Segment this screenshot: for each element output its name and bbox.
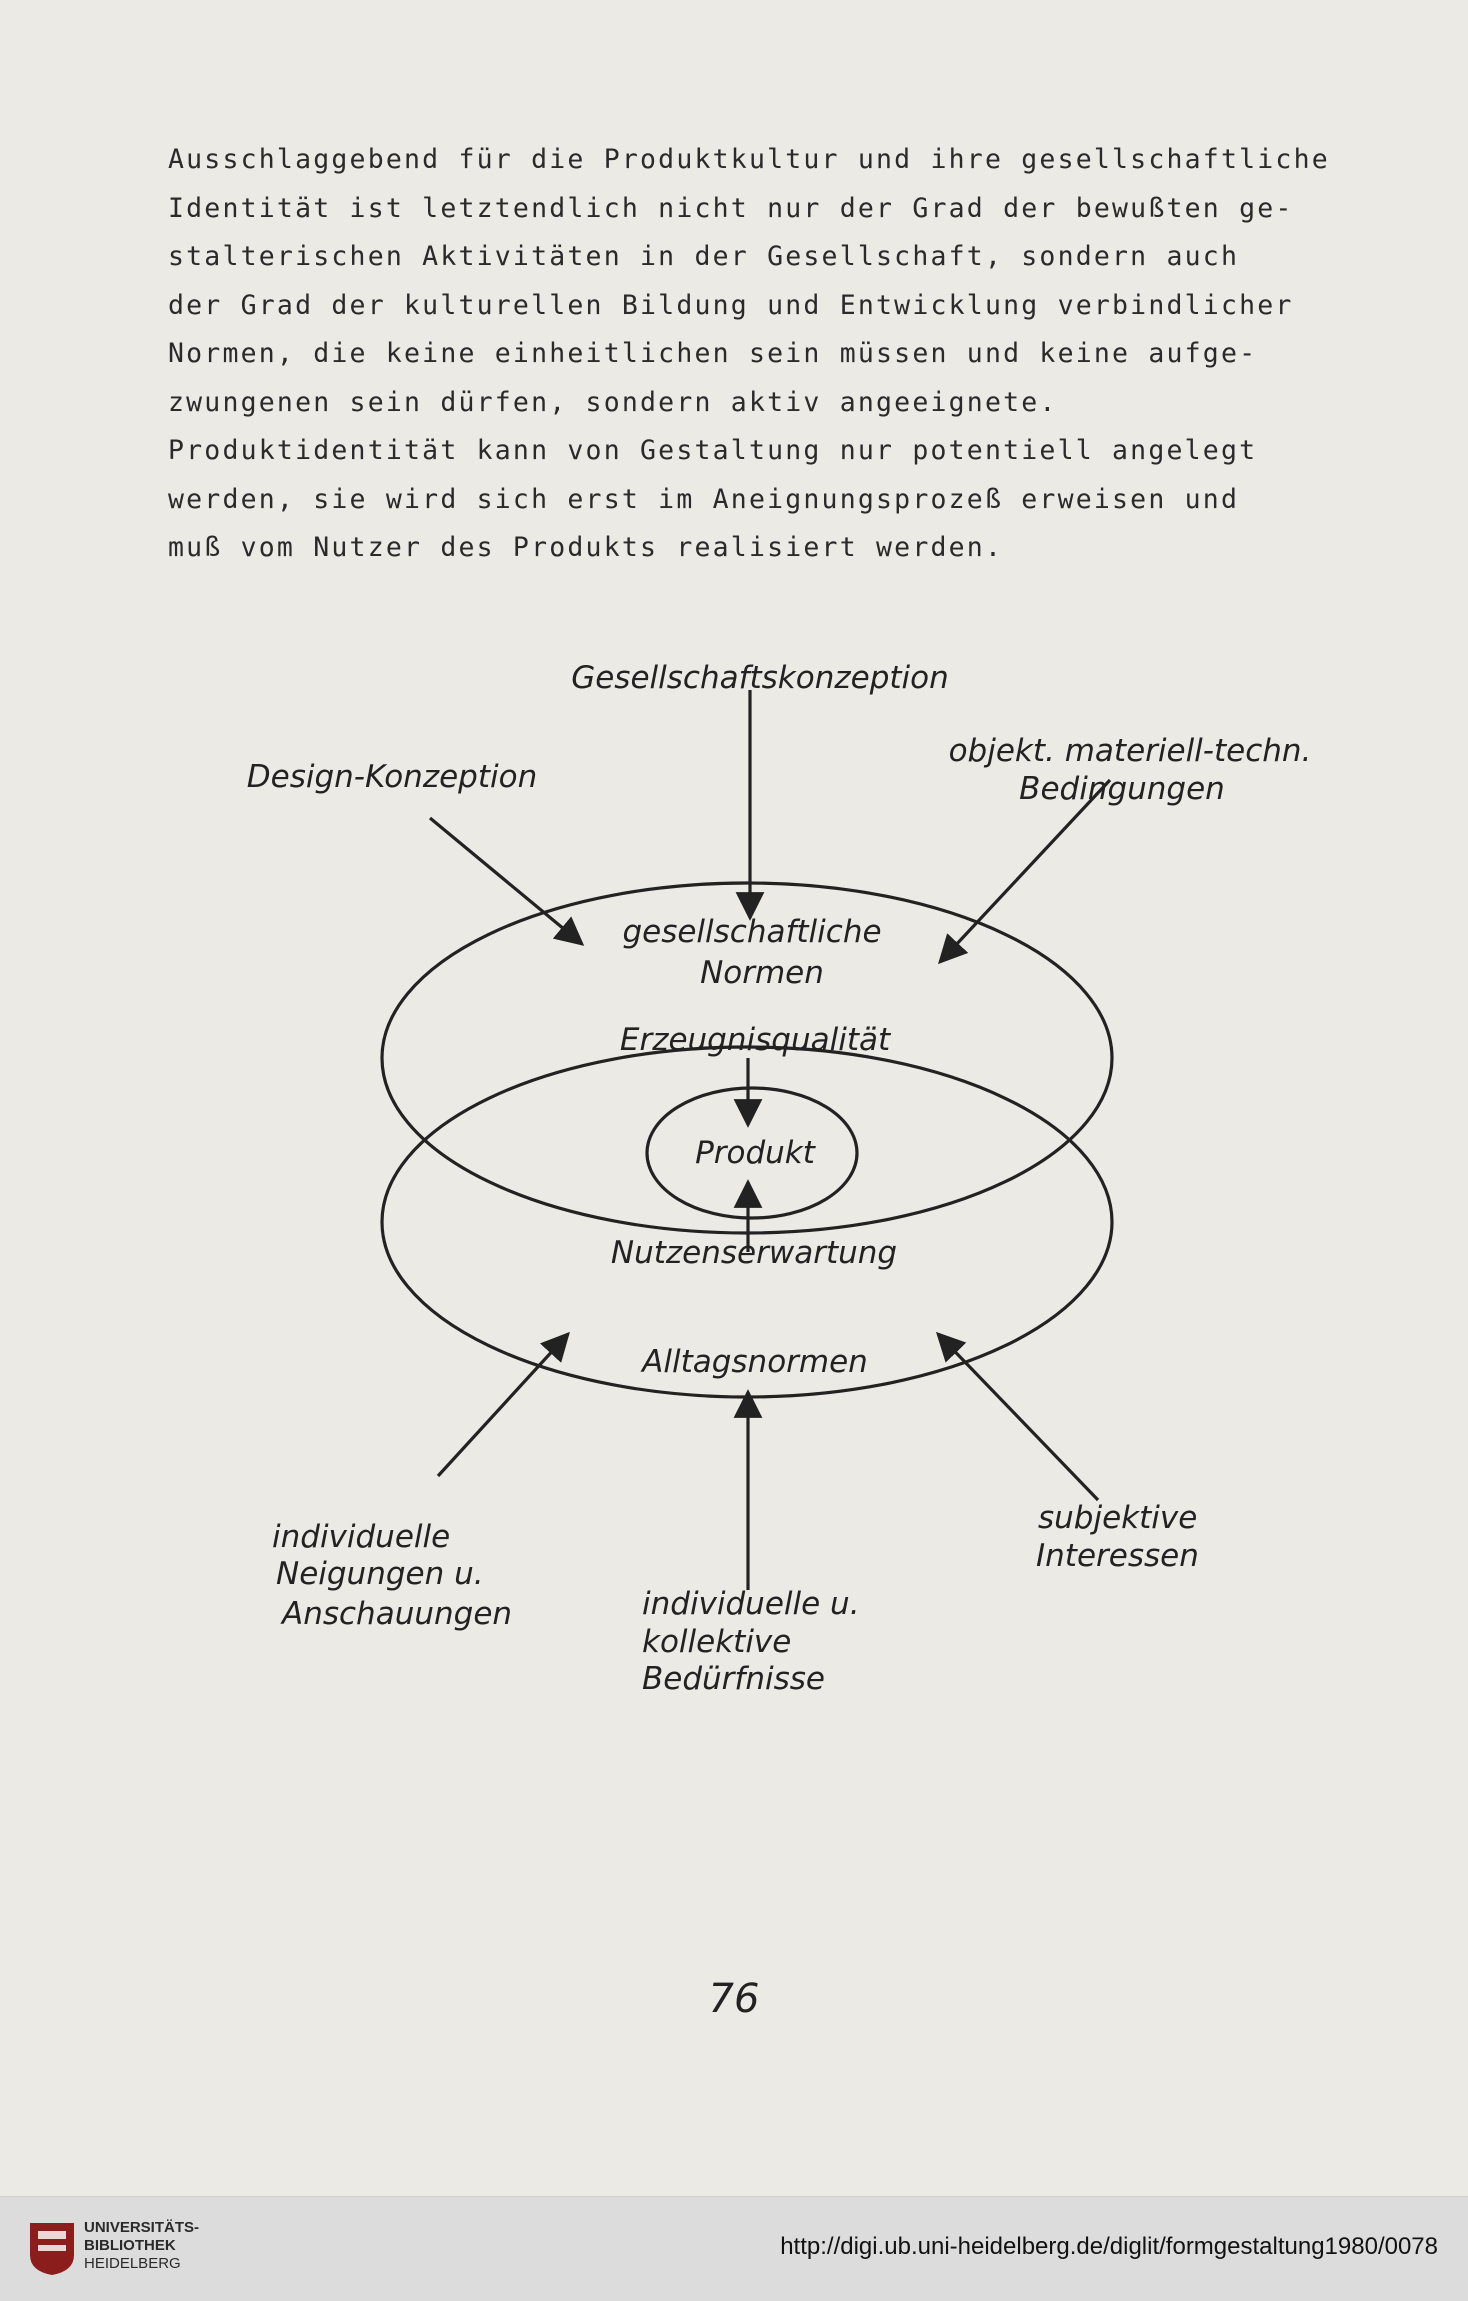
arrow-lower-left [438,1334,568,1476]
library-logo-icon [28,2221,76,2277]
text-line: stalterischen Aktivitäten in der Gesellschaft, sondern auch [168,241,1240,272]
label-produkt: Produkt [695,1135,815,1171]
label-neigungen: Neigungen u. [276,1556,484,1592]
footer-bar [0,2196,1468,2301]
label-beduerfnisse: Bedürfnisse [642,1661,825,1697]
label-bedingungen: Bedingungen [1019,771,1225,807]
label-erzeugnisqualitaet: Erzeugnisqualität [619,1022,891,1058]
arrow-upper-right [940,780,1110,962]
library-name-line3: HEIDELBERG [84,2255,181,2272]
label-alltagsnormen: Alltagsnormen [642,1344,868,1380]
library-name [84,2219,199,2273]
source-url-link[interactable]: http://digi.ub.uni-heidelberg.de/diglit/formgestaltung1980/0078 [780,2233,1438,2260]
label-nutzenserwartung: Nutzenserwartung [610,1235,898,1271]
label-gesellschaftliche: gesellschaftliche [622,914,882,950]
text-line: Normen, die keine einheitlichen sein müssen und keine aufge- [168,338,1258,369]
text-line: Ausschlaggebend für die Produktkultur und ihre gesellschaftliche [168,144,1330,175]
label-objekt-materiell: objekt. materiell-techn. [948,733,1312,769]
label-anschauungen: Anschauungen [282,1596,513,1632]
text-line: Produktidentität kann von Gestaltung nur potentiell angelegt [168,435,1258,466]
label-subjektive: subjektive [1038,1500,1198,1536]
label-individuelle-left: individuelle [272,1519,451,1555]
label-normen: Normen [700,955,824,991]
text-line: zwungenen sein dürfen, sondern aktiv angeeignete. [168,386,1058,418]
label-gesellschaftskonzeption: Gesellschaftskonzeption [571,660,949,696]
label-design-konzeption: Design-Konzeption [246,759,538,795]
text-line: Identität ist letztendlich nicht nur der Grad der bewußten ge- [168,192,1294,224]
text-line: der Grad der kulturellen Bildung und Entwicklung verbindlicher [168,289,1294,321]
text-line: werden, sie wird sich erst im Aneignungsprozeß erweisen und [168,483,1240,515]
library-name-line1: UNIVERSITÄTS- [84,2219,200,2236]
page-number: 76 [708,1976,760,2022]
text-line: muß vom Nutzer des Produkts realisiert werden. [168,532,1004,563]
library-name-line2: BIBLIOTHEK [84,2237,176,2254]
arrow-lower-right [938,1334,1098,1500]
label-individuelle-u: individuelle u. [642,1586,860,1622]
label-kollektive: kollektive [642,1624,792,1660]
label-interessen: Interessen [1036,1538,1199,1574]
